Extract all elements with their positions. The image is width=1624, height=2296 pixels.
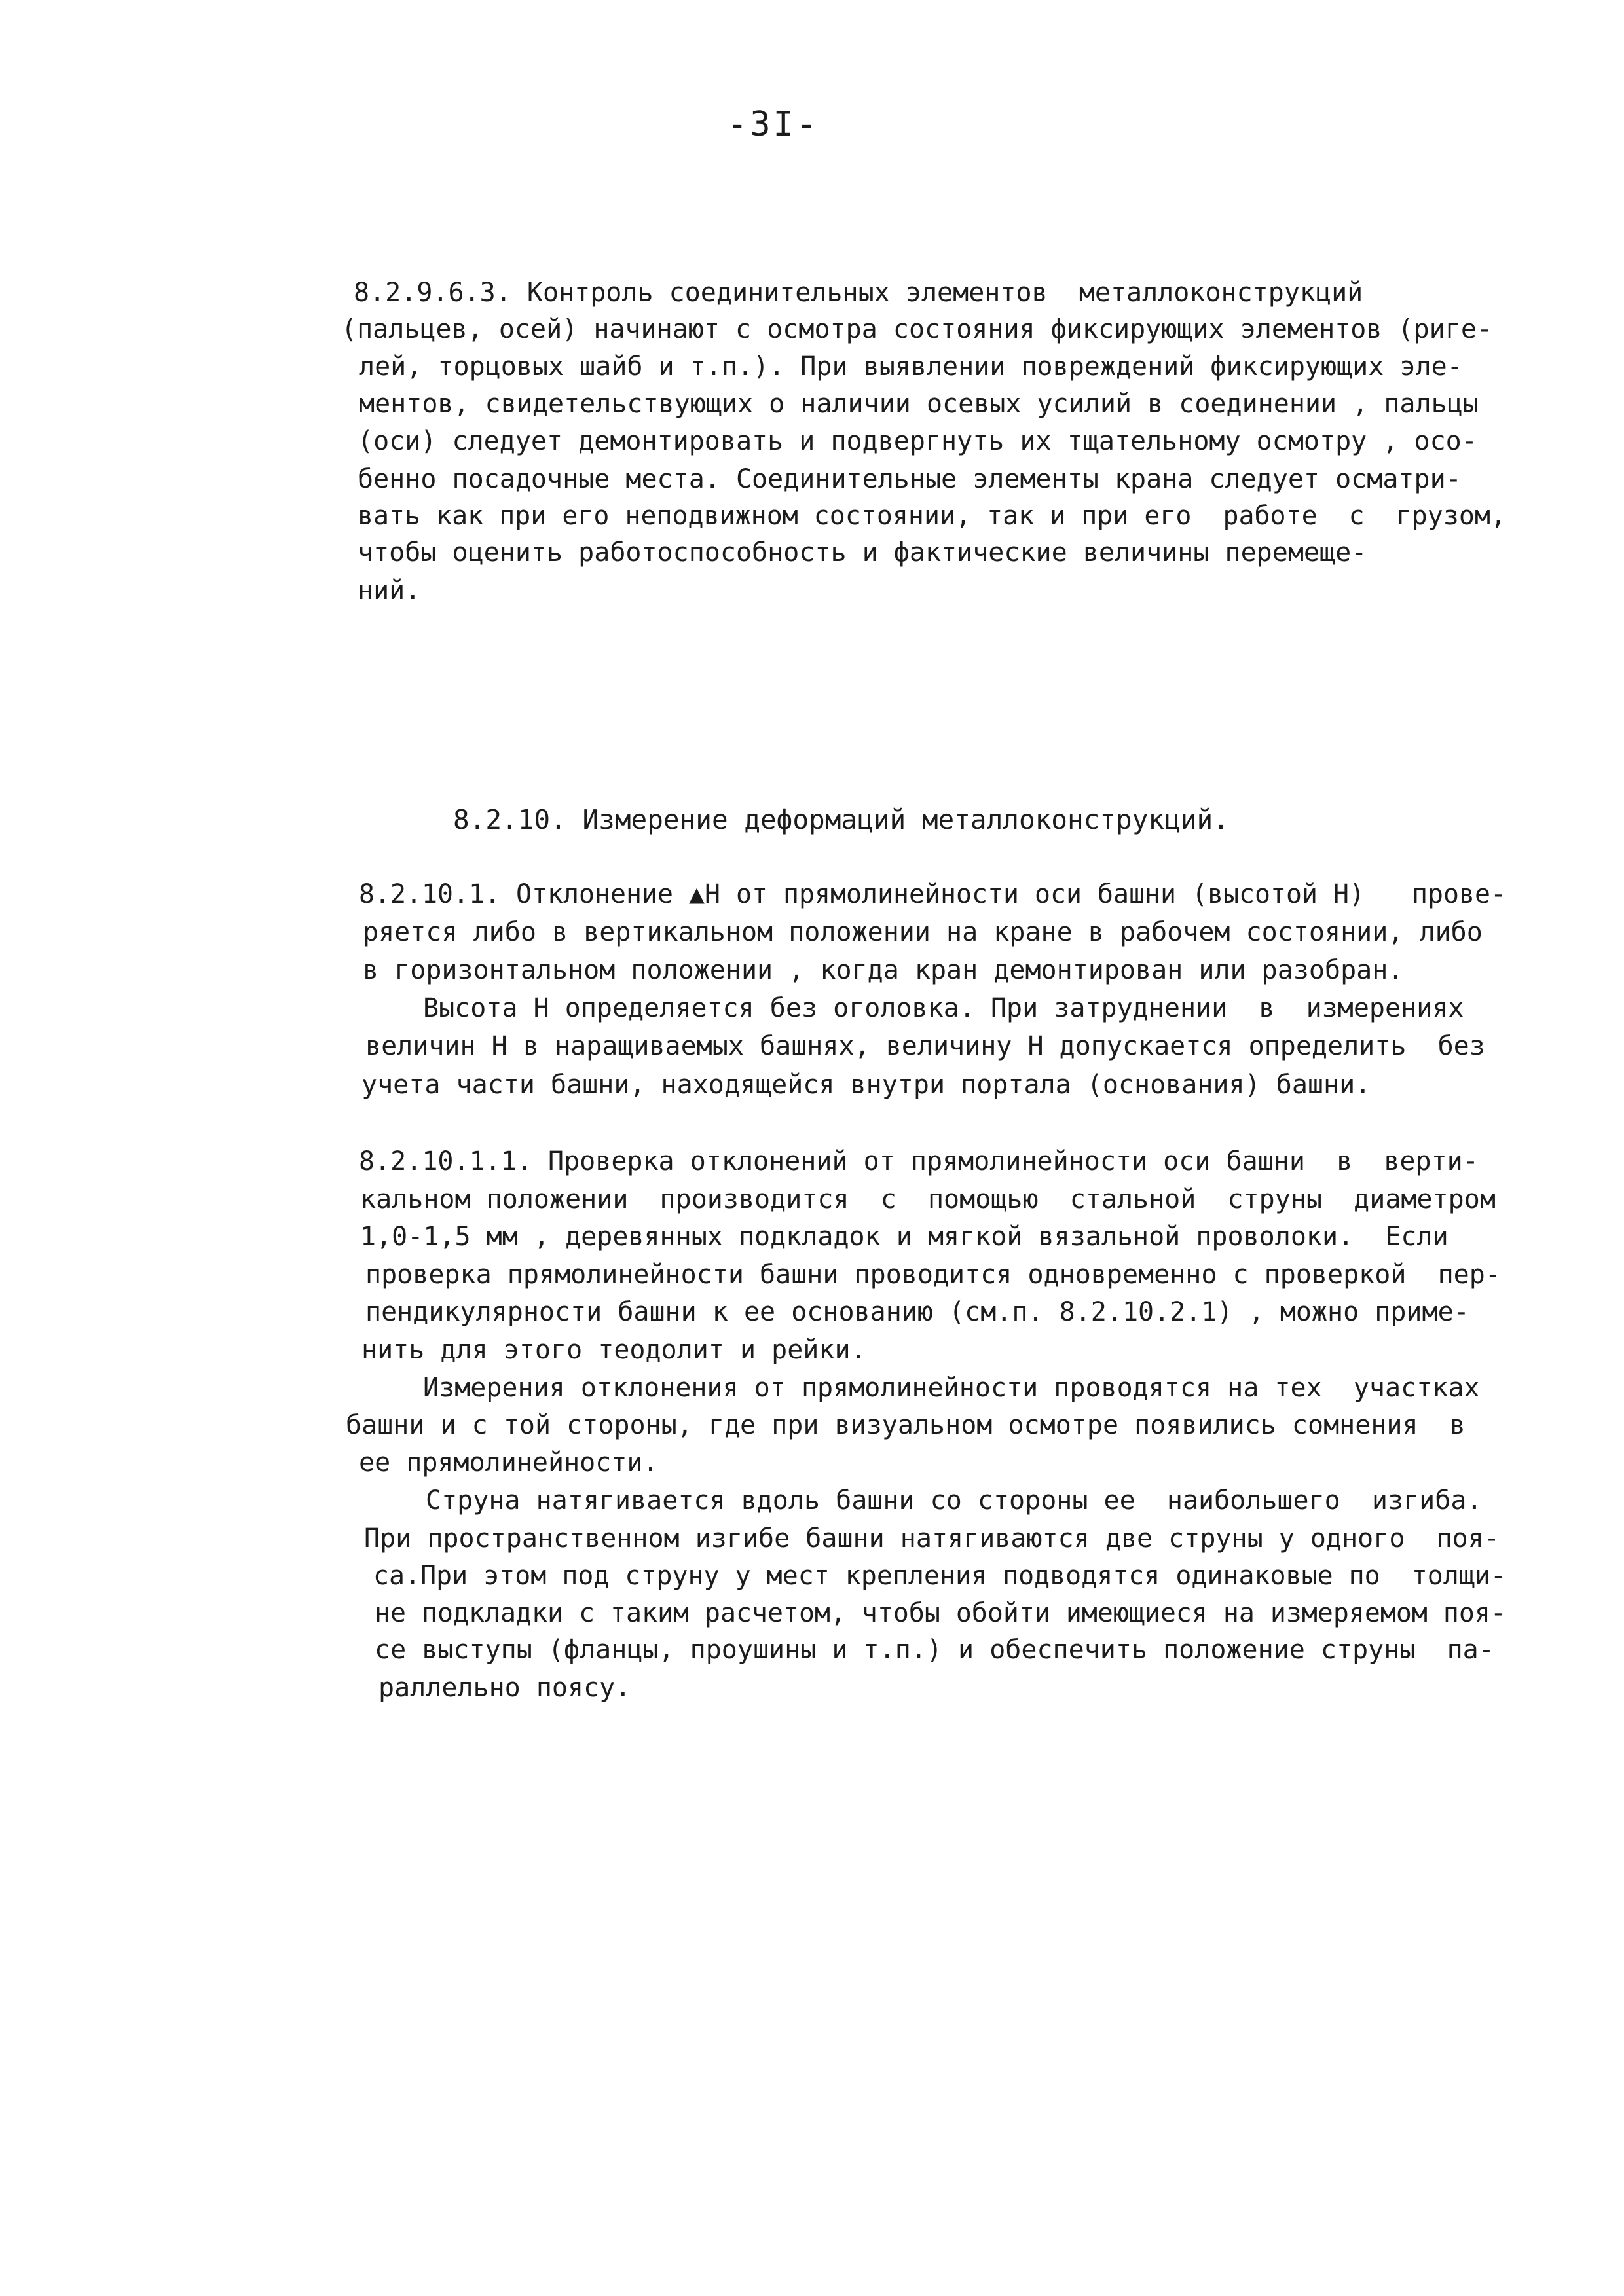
text-line: Измерения отклонения от прямолинейности проводятся на тех участках bbox=[423, 1373, 1480, 1403]
text-line: ряется либо в вертикальном положении на кране в рабочем состоянии, либо bbox=[363, 917, 1483, 947]
text-line: чтобы оценить работоспособность и фактические величины перемеще- bbox=[358, 538, 1367, 568]
text-line: ментов, свидетельствующих о наличии осевых усилий в соединении , пальцы bbox=[359, 389, 1479, 419]
text-line: 1,0-1,5 мм , деревянных подкладок и мягкой вязальной проволоки. Если bbox=[360, 1222, 1449, 1252]
text-line: 8.2.10.1.1. Проверка отклонений от прямолинейности оси башни в верти- bbox=[359, 1146, 1479, 1176]
page-number: -3I- bbox=[727, 105, 820, 144]
text-line: учета части башни, находящейся внутри портала (основания) башни. bbox=[361, 1070, 1371, 1100]
text-line: При пространственном изгибе башни натягиваются две струны у одного поя- bbox=[364, 1523, 1500, 1554]
text-line: нить для этого теодолит и рейки. bbox=[361, 1335, 866, 1365]
text-line: са.При этом под струну у мест крепления подводятся одинаковые по толщи- bbox=[373, 1561, 1506, 1591]
text-line: лей, торцовых шайб и т.п.). При выявлении повреждений фиксирующих эле- bbox=[359, 352, 1463, 382]
text-line: ний. bbox=[358, 575, 421, 606]
text-line: башни и с той стороны, где при визуальном осмотре появились сомнения в bbox=[346, 1410, 1466, 1440]
text-line: бенно посадочные места. Соединительные элементы крана следует осматри- bbox=[358, 464, 1462, 494]
text-line: кальном положении производится с помощью стальной струны диаметром bbox=[360, 1184, 1496, 1214]
text-line: 8.2.10.1. Отклонение ▲Н от прямолинейности оси башни (высотой Н) прове- bbox=[359, 879, 1507, 909]
text-line: проверка прямолинейности башни проводится одновременно с проверкой пер- bbox=[365, 1260, 1501, 1290]
text-line: Высота Н определяется без оголовка. При затруднении в измерениях bbox=[423, 993, 1464, 1023]
text-line: вать как при его неподвижном состоянии, так и при его работе с грузом, bbox=[358, 501, 1506, 531]
text-line: (пальцев, осей) начинают с осмотра состояния фиксирующих элементов (риге- bbox=[341, 314, 1492, 344]
text-line: величин Н в наращиваемых башнях, величину Н допускается определить без bbox=[365, 1031, 1485, 1061]
text-line: ее прямолинейности. bbox=[359, 1448, 659, 1478]
text-line: 8.2.9.6.3. Контроль соединительных элементов металлоконструкций bbox=[354, 278, 1363, 308]
text-line: (оси) следует демонтировать и подвергнуть их тщательному осмотру , осо- bbox=[358, 426, 1477, 456]
text-line: в горизонтальном положении , когда кран демонтирован или разобран. bbox=[363, 955, 1404, 985]
text-line: не подкладки с таким расчетом, чтобы обойти имеющиеся на измеряемом поя- bbox=[375, 1598, 1506, 1628]
text-line: пендикулярности башни к ее основанию (см.п. 8.2.10.2.1) , можно приме- bbox=[365, 1297, 1469, 1327]
text-line: Струна натягивается вдоль башни со стороны ее наибольшего изгиба. bbox=[426, 1485, 1483, 1516]
section-heading: 8.2.10. Измерение деформаций металлоконструкций. bbox=[453, 804, 1229, 835]
text-line: раллельно поясу. bbox=[378, 1673, 631, 1703]
text-line: се выступы (фланцы, проушины и т.п.) и обеспечить положение струны па- bbox=[375, 1635, 1494, 1665]
